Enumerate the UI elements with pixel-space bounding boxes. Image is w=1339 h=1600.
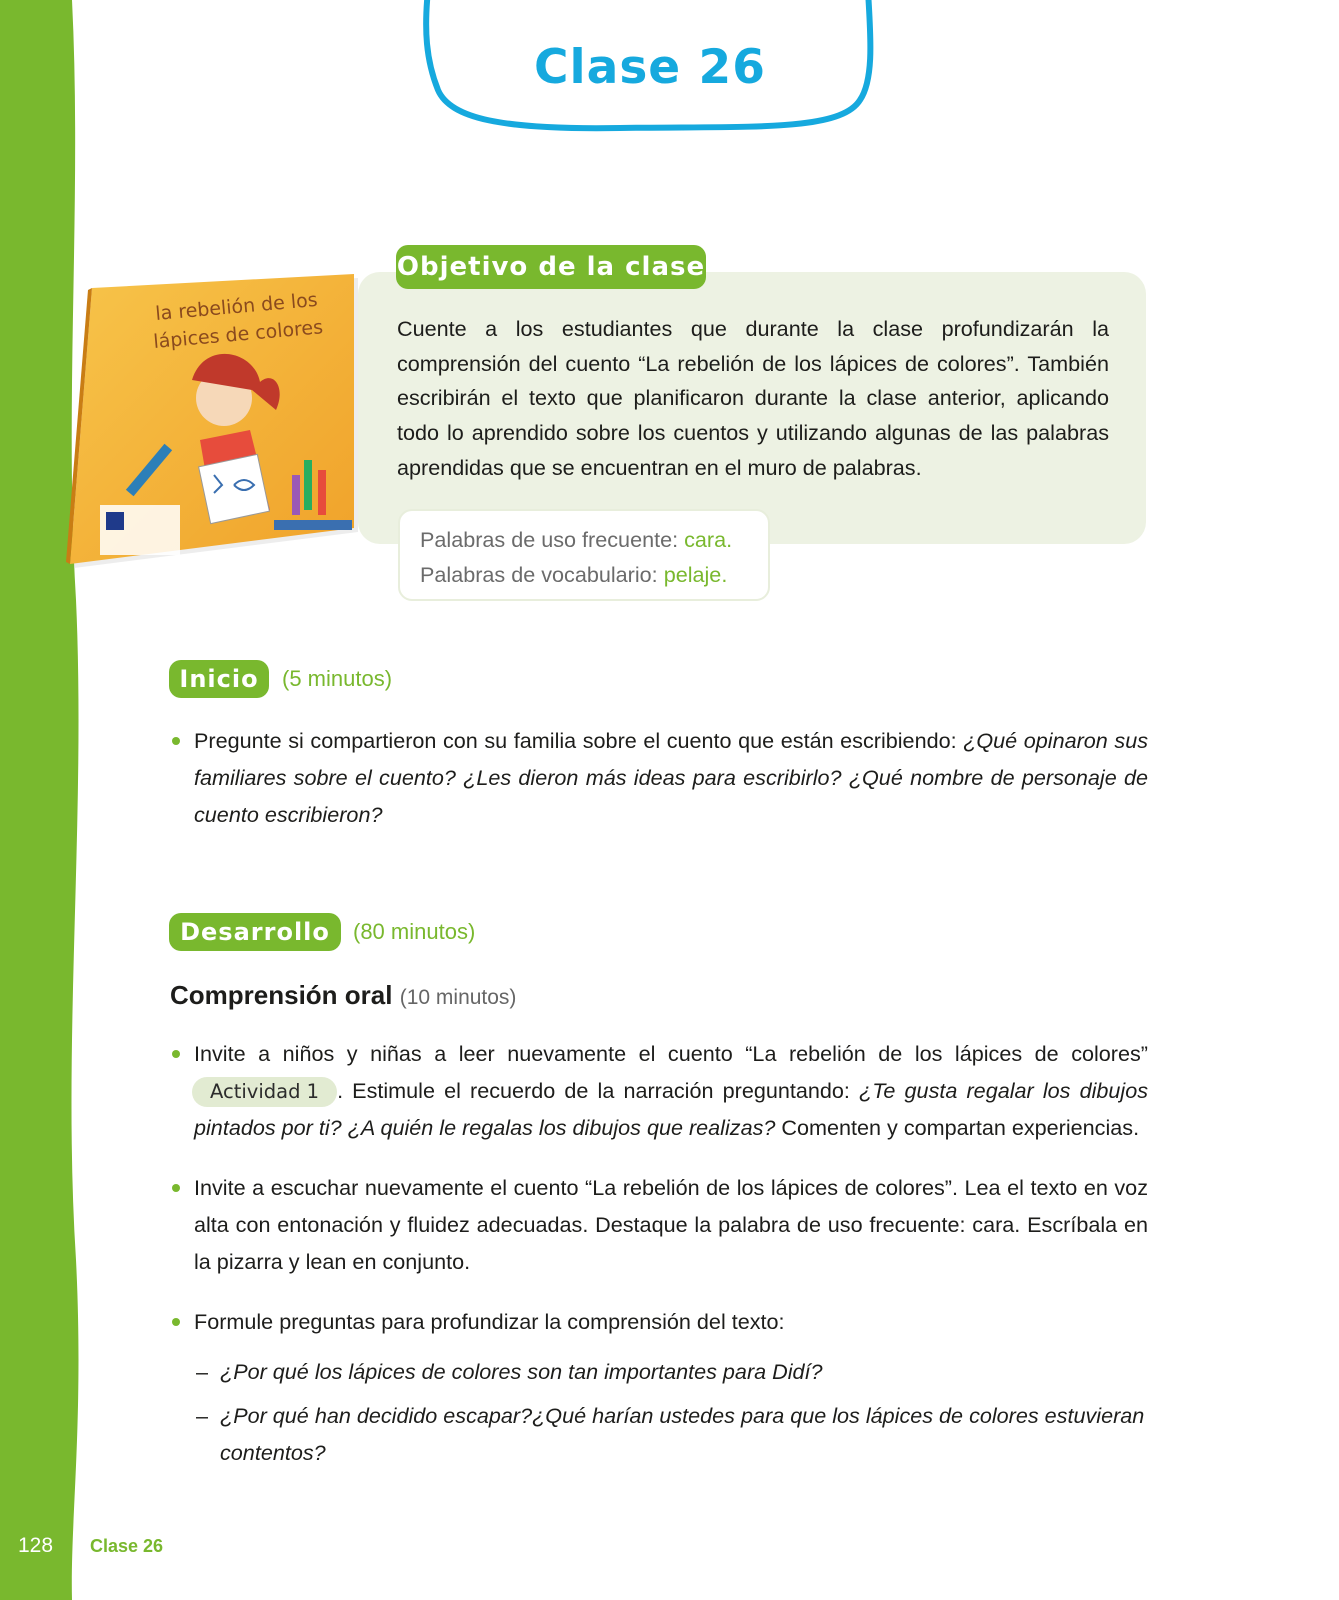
frequent-words-label: Palabras de uso frecuente: bbox=[420, 527, 685, 552]
side-band bbox=[0, 0, 90, 1600]
subsection-title-text: Comprensión oral bbox=[170, 980, 393, 1010]
frequent-words-value: cara. bbox=[684, 527, 733, 552]
bullet1-text-a: Invite a niños y niñas a leer nuevamente el cuento “La rebelión de los lápices de colores” bbox=[194, 1041, 1148, 1066]
page-number: 128 bbox=[18, 1534, 54, 1557]
activity-badge: Actividad 1 bbox=[192, 1077, 337, 1107]
subsection-minutes: (10 minutos) bbox=[399, 986, 517, 1009]
desarrollo-bullet-2: Invite a escuchar nuevamente el cuento “La rebelión de los lápices de colores”. Lea el texto en voz alta con entonación y fluidez adecuadas. Destaque la palabra de uso frecuente: cara. Escríbala en la pizarra y lean en conjunto. bbox=[170, 1169, 1148, 1280]
inicio-minutes: (5 minutos) bbox=[282, 666, 393, 691]
vocabulary-words-line bbox=[420, 557, 768, 592]
inicio-bullet bbox=[170, 722, 1148, 833]
objective-text: Cuente a los estudiantes que durante la clase profundizarán la comprensión del cuento “La rebelión de los lápices de colores”. También escribirán el texto que planificaron durante la clase anterior, aplicando todo lo aprendido sobre los cuentos y utilizando algunas de las palabras aprendidas que se encuentran en el muro de palabras. bbox=[397, 316, 1109, 480]
svg-text:lápices de colores: lápices de colores bbox=[152, 316, 324, 353]
desarrollo-bullet-3: Formule preguntas para profundizar la comprensión del texto: bbox=[170, 1303, 1148, 1340]
key-words-box bbox=[398, 509, 770, 601]
bullet1-text-b: . Estimule el recuerdo de la narración preguntando: bbox=[337, 1078, 860, 1103]
footer-label: Clase 26 bbox=[90, 1536, 164, 1556]
inicio-bullet-text: Pregunte si compartieron con su familia sobre el cuento que están escribiendo: bbox=[194, 728, 964, 753]
svg-text:la rebelión de los: la rebelión de los bbox=[154, 288, 319, 325]
question-1: – ¿Por qué los lápices de colores son tan importantes para Didí? bbox=[196, 1353, 1148, 1390]
desarrollo-label: Desarrollo bbox=[169, 913, 341, 951]
objective-label: Objetivo de la clase bbox=[396, 245, 706, 289]
page-title: Clase 26 bbox=[534, 40, 766, 95]
bullet1-text-c: Comenten y compartan experiencias. bbox=[775, 1115, 1140, 1140]
frequent-words-line bbox=[420, 522, 768, 557]
vocabulary-words-label: Palabras de vocabulario: bbox=[420, 562, 664, 587]
question-2: – ¿Por qué han decidido escapar?¿Qué harían ustedes para que los lápices de colores estuvieran contentos? bbox=[196, 1397, 1148, 1471]
vocabulary-words-value: pelaje. bbox=[663, 562, 728, 587]
bullet1-questions: ¿Te gusta regalar los dibujos pintados por ti? ¿A quién le regalas los dibujos que realizas? bbox=[194, 1078, 1148, 1140]
desarrollo-minutes: (80 minutos) bbox=[353, 919, 476, 944]
inicio-bullet-questions: ¿Qué opinaron sus familiares sobre el cuento? ¿Les dieron más ideas para escribirlo? ¿Qué nombre de personaje de cuento escribieron? bbox=[194, 728, 1149, 827]
desarrollo-bullet-1 bbox=[170, 1035, 1148, 1146]
subsection-title bbox=[170, 980, 516, 1011]
book-cover-illustration bbox=[64, 270, 364, 590]
inicio-label: Inicio bbox=[169, 660, 269, 698]
